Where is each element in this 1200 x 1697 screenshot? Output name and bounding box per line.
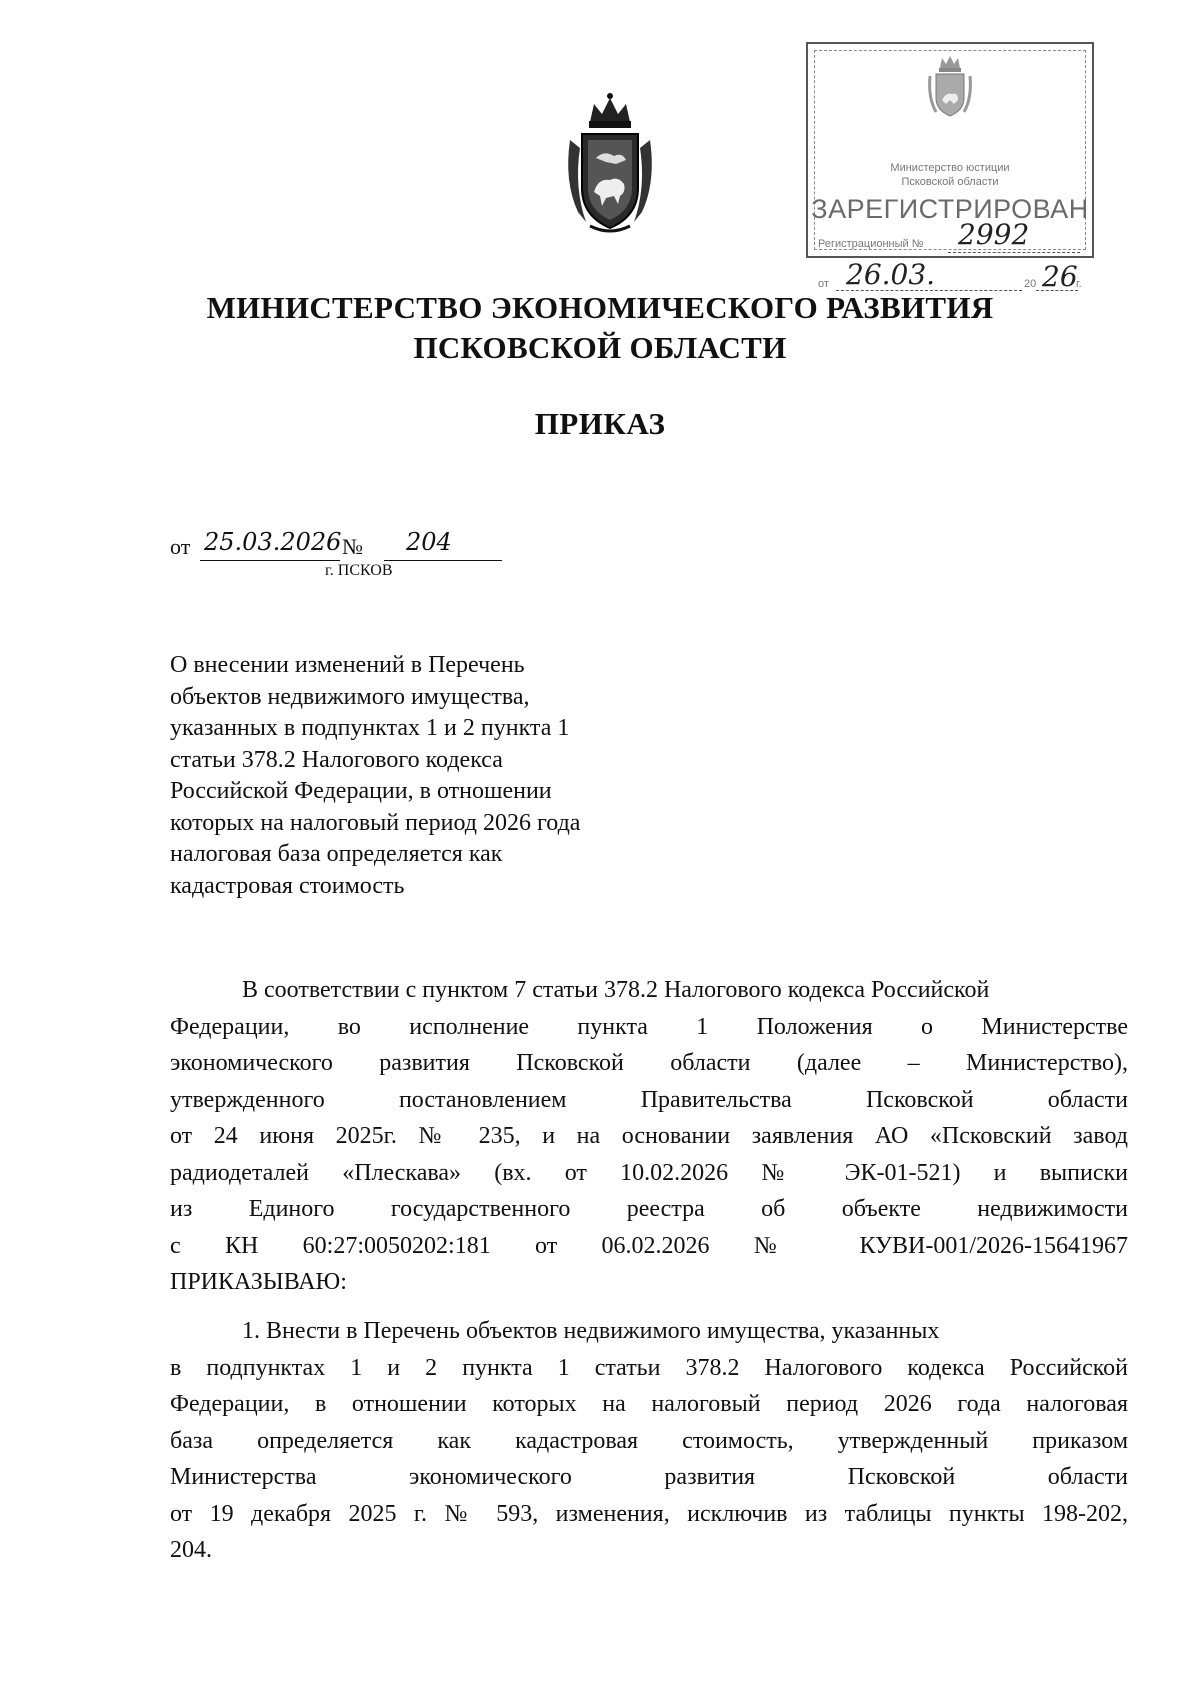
document-type: ПРИКАЗ [534, 406, 666, 441]
preamble-paragraph [170, 972, 1128, 1301]
stamp-emblem-icon [926, 54, 974, 120]
body-line: утвержденного постановлением Правительства Псковской области [170, 1086, 1128, 1113]
stamp-date-value: 26.03. [846, 258, 936, 291]
body-line: от 19 декабря 2025 г. № 593, изменения, исключив из таблицы пункты 198-202, [170, 1500, 1128, 1527]
coat-of-arms-icon [560, 92, 660, 236]
body-line: экономического развития Псковской области (далее – Министерство), [170, 1050, 1128, 1076]
subject-line: налоговая база определяется как [170, 841, 503, 867]
subject-line: кадастровая стоимость [170, 872, 405, 899]
subject-line: О внесении изменений в Перечень [170, 652, 525, 678]
body-line: Министерства экономического развития Псковской области [170, 1464, 1128, 1490]
body-line: в подпунктах 1 и 2 пункта 1 статьи 378.2 Налогового кодекса Российской [170, 1354, 1128, 1381]
stamp-reg-label: Регистрационный № [818, 238, 924, 250]
subject-line: указанных в подпунктах 1 и 2 пункта 1 [170, 715, 570, 741]
stamp-year-value: 26 [1042, 260, 1078, 293]
subject-line: Российской Федерации, в отношении [170, 778, 552, 804]
order-city: г. ПСКОВ [325, 562, 393, 579]
clause-1-paragraph [170, 1313, 1128, 1569]
subject-line: статьи 378.2 Налогового кодекса [170, 746, 503, 773]
registration-stamp [806, 42, 1094, 293]
ministry-title-line2: ПСКОВСКОЙ ОБЛАСТИ [413, 330, 787, 365]
coat-of-arms-emblem [560, 92, 660, 236]
order-number-label: № [342, 534, 363, 559]
order-directive: ПРИКАЗЫВАЮ: [170, 1269, 347, 1295]
body-line: от 24 июня 2025г. № 235, и на основании заявления АО «Псковский завод [170, 1123, 1128, 1149]
order-subject [170, 650, 690, 902]
stamp-org-line1: Министерство юстиции [890, 162, 1010, 174]
body-line: Федерации, во исполнение пункта 1 Положения о Министерстве [170, 1013, 1128, 1040]
stamp-reg-underline [948, 252, 1080, 253]
order-date-value: 25.03.2026 [204, 528, 342, 556]
stamp-year-suffix: г. [1076, 278, 1082, 290]
body-line: 1. Внести в Перечень объектов недвижимого имущества, указанных [242, 1318, 940, 1344]
stamp-date-prefix: от [818, 278, 829, 290]
stamp-year-prefix: 20 [1024, 278, 1037, 290]
subject-line: которых на налоговый период 2026 года [170, 809, 581, 836]
body-line: радиодеталей «Плескава» (вх. от 10.02.2026 № ЭК-01-521) и выписки [170, 1159, 1128, 1186]
order-number-underline [384, 560, 502, 561]
order-number-value: 204 [406, 528, 452, 556]
body-line: 204. [170, 1537, 212, 1563]
order-date-label: от [170, 534, 191, 559]
body-line: с КН 60:27:0050202:181 от 06.02.2026 № КУВИ-001/2026-15641967 [170, 1232, 1128, 1259]
stamp-reg-number: 2992 [958, 218, 1030, 251]
subject-line: объектов недвижимого имущества, [170, 683, 530, 710]
ministry-title-line1: МИНИСТЕРСТВО ЭКОНОМИЧЕСКОГО РАЗВИТИЯ [206, 290, 994, 325]
body-line: база определяется как кадастровая стоимость, утвержденный приказом [170, 1427, 1128, 1454]
stamp-status: ЗАРЕГИСТРИРОВАН [811, 194, 1089, 224]
body-line: Федерации, в отношении которых на налоговый период 2026 года налоговая [170, 1391, 1128, 1417]
body-line: В соответствии с пунктом 7 статьи 378.2 Налогового кодекса Российской [242, 977, 990, 1003]
body-line: из Единого государственного реестра об объекте недвижимости [170, 1196, 1128, 1222]
order-date-underline [200, 560, 340, 561]
stamp-org-line2: Псковской области [901, 176, 999, 188]
